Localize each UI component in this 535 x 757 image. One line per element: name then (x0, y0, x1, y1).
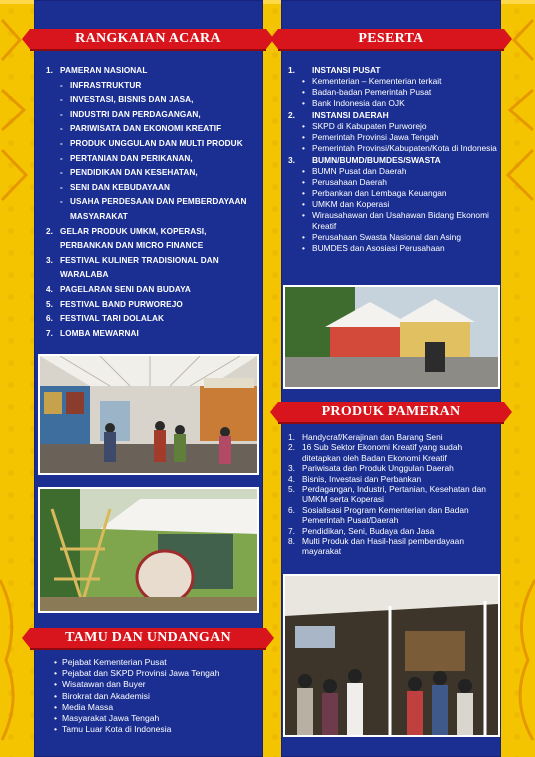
outdoor-tent-photo (38, 487, 259, 613)
produk-number: 2. (288, 442, 295, 453)
tamu-item (54, 713, 254, 724)
produk-label: Handycraf/Kerajinan dan Barang Seni (302, 432, 443, 442)
bullet-dot-icon: • (302, 188, 305, 198)
street-booths-photo (283, 285, 500, 389)
acara-subitem (46, 181, 256, 196)
bullet-dot-icon: • (54, 679, 58, 690)
bullet-dot-icon: • (302, 177, 305, 187)
acara-subitem (46, 152, 256, 167)
subitem-label: INFRASTRUKTUR (70, 80, 142, 90)
tamu-item-label: Wisatawan dan Buyer (62, 679, 146, 690)
rangkaian-acara-list (46, 64, 256, 341)
subitem-label: SENI DAN KEBUDAYAAN (70, 182, 171, 192)
tamu-item (54, 679, 254, 690)
bullet-dot-icon: • (54, 713, 58, 724)
acara-item (46, 312, 256, 327)
peserta-item (288, 177, 498, 188)
produk-pameran-banner: PRODUK PAMERAN (278, 402, 504, 422)
dash-icon: - (60, 168, 63, 178)
crowded-hall-photo (283, 574, 500, 737)
peserta-item-label: BUMDES dan Asosiasi Perusahaan (312, 243, 445, 253)
subitem-label: INDUSTRI DAN PERDAGANGAN, (70, 109, 201, 119)
tamu-item (54, 702, 254, 713)
produk-item (288, 484, 496, 505)
peserta-item-label: SKPD di Kabupaten Purworejo (312, 121, 427, 131)
subitem-label: PENDIDIKAN DAN KESEHATAN, (70, 168, 198, 178)
dash-icon: - (60, 197, 63, 207)
item-number: 1. (46, 66, 54, 75)
bullet-dot-icon: • (302, 76, 305, 86)
dash-icon: - (60, 153, 63, 163)
dash-icon: - (60, 124, 63, 134)
group-label: BUMN/BUMD/BUMDES/SWASTA (312, 155, 441, 165)
bullet-dot-icon: • (54, 668, 58, 679)
peserta-group-heading (288, 155, 498, 166)
peserta-item (288, 232, 498, 243)
bullet-dot-icon: • (302, 232, 305, 242)
tamu-undangan-list (54, 657, 254, 735)
produk-item (288, 442, 496, 463)
tamu-item (54, 668, 254, 679)
acara-subitem (46, 122, 256, 137)
group-label: INSTANSI PUSAT (312, 65, 381, 75)
item-number: 2. (46, 226, 54, 236)
bullet-dot-icon: • (302, 243, 305, 253)
produk-label: 16 Sub Sektor Ekonomi Kreatif yang sudah ditetapkan oleh Badan Ekonomi Kreatif (302, 442, 463, 463)
acara-item (46, 327, 256, 342)
produk-item (288, 505, 496, 526)
peserta-group-heading (288, 65, 498, 76)
bullet-dot-icon: • (302, 166, 305, 176)
acara-subitem (46, 93, 256, 108)
peserta-item (288, 121, 498, 132)
peserta-item-label: UMKM dan Koperasi (312, 199, 390, 209)
acara-item (46, 64, 256, 79)
group-number: 1. (288, 65, 295, 75)
peserta-group-heading (288, 110, 498, 121)
peserta-item-label: Kementerian – Kementerian terkait (312, 76, 442, 86)
item-number: 7. (46, 328, 54, 338)
bullet-dot-icon: • (302, 143, 305, 153)
produk-label: Multi Produk dan Hasil-hasil pemberdayaan mayarakat (302, 536, 464, 557)
acara-item (46, 283, 256, 298)
bullet-dot-icon: • (302, 132, 305, 142)
peserta-item (288, 188, 498, 199)
peserta-item-label: Perusahaan Swasta Nasional dan Asing (312, 232, 461, 242)
group-number: 2. (288, 110, 295, 120)
peserta-item (288, 210, 498, 232)
acara-subitem (46, 195, 256, 210)
produk-label: Bisnis, Investasi dan Perbankan (302, 473, 422, 484)
subitem-label: INVESTASI, BISNIS DAN JASA, (70, 95, 194, 105)
peserta-item (288, 143, 498, 154)
peserta-item (288, 166, 498, 177)
bullet-dot-icon: • (54, 690, 58, 701)
bullet-dot-icon: • (302, 98, 305, 108)
subitem-continuation: MASYARAKAT (70, 211, 128, 221)
tamu-item-label: Media Massa (62, 701, 114, 712)
produk-number: 3. (288, 463, 295, 474)
item-label: FESTIVAL KULINER TRADISIONAL DAN (60, 255, 219, 265)
peserta-banner: PESERTA (278, 29, 504, 49)
item-continuation: PERBANKAN DAN MICRO FINANCE (60, 241, 204, 251)
item-number: 5. (46, 299, 54, 309)
tamu-item (54, 691, 254, 702)
peserta-item-label: Badan-badan Pemerintah Pusat (312, 87, 432, 97)
item-label: FESTIVAL BAND PURWOREJO (60, 299, 183, 309)
item-continuation: WARALABA (60, 270, 109, 280)
produk-number: 6. (288, 504, 295, 515)
bullet-dot-icon: • (54, 724, 58, 735)
acara-subitem (46, 108, 256, 123)
item-number: 6. (46, 314, 54, 324)
produk-number: 7. (288, 525, 295, 536)
peserta-item (288, 199, 498, 210)
subitem-label: PERTANIAN DAN PERIKANAN, (70, 153, 193, 163)
produk-item (288, 463, 496, 473)
dash-icon: - (60, 182, 63, 192)
rangkaian-acara-banner: RANGKAIAN ACARA (30, 29, 266, 49)
peserta-item-label: Bank Indonesia dan OJK (312, 98, 405, 108)
acara-subitem (46, 166, 256, 181)
peserta-item (288, 132, 498, 143)
item-number: 4. (46, 284, 54, 294)
peserta-item-label: Pemerintah Provinsi/Kabupaten/Kota di Indonesia (312, 143, 497, 153)
produk-pameran-list (288, 432, 496, 557)
bullet-dot-icon: • (302, 87, 305, 97)
bullet-dot-icon: • (302, 199, 305, 209)
item-label: LOMBA MEWARNAI (60, 328, 139, 338)
acara-item (46, 298, 256, 313)
subitem-label: PRODUK UNGGULAN DAN MULTI PRODUK (70, 138, 243, 148)
item-label: FESTIVAL TARI DOLALAK (60, 314, 164, 324)
item-label: PAMERAN NASIONAL (60, 66, 148, 75)
peserta-item-label: BUMN Pusat dan Daerah (312, 166, 407, 176)
produk-number: 4. (288, 473, 295, 484)
bullet-dot-icon: • (302, 210, 305, 220)
group-number: 3. (288, 155, 295, 165)
produk-label: Pariwisata dan Produk Unggulan Daerah (302, 463, 454, 474)
peserta-item-label: Perusahaan Daerah (312, 177, 387, 187)
produk-item (288, 536, 496, 557)
acara-subitem (46, 79, 256, 94)
tamu-undangan-banner: TAMU DAN UNDANGAN (30, 628, 266, 648)
item-label: GELAR PRODUK UMKM, KOPERASI, (60, 226, 207, 236)
dash-icon: - (60, 95, 63, 105)
bullet-dot-icon: • (54, 657, 58, 667)
tamu-item-label: Masyarakat Jawa Tengah (62, 713, 160, 724)
bullet-dot-icon: • (302, 121, 305, 131)
acara-item (46, 225, 256, 240)
bullet-dot-icon: • (54, 701, 58, 712)
group-label: INSTANSI DAERAH (312, 110, 389, 120)
dash-icon: - (60, 80, 63, 90)
dash-icon: - (60, 109, 63, 119)
peserta-item (288, 98, 498, 109)
tamu-item-label: Birokrat dan Akademisi (62, 690, 150, 701)
tamu-item (54, 657, 254, 668)
peserta-item (288, 87, 498, 98)
tamu-item-label: Tamu Luar Kota di Indonesia (62, 724, 172, 735)
produk-number: 8. (288, 536, 295, 547)
produk-number: 5. (288, 484, 295, 495)
peserta-item (288, 243, 498, 254)
produk-label: Pendidikan, Seni, Budaya dan Jasa (302, 525, 435, 536)
subitem-label: PARIWISATA DAN EKONOMI KREATIF (70, 124, 222, 134)
tamu-item-label: Pejabat Kementerian Pusat (62, 657, 167, 667)
produk-label: Sosialisasi Program Kementerian dan Badan Pemerintah Pusat/Daerah (302, 504, 469, 526)
peserta-item-label: Perbankan dan Lembaga Keuangan (312, 188, 447, 198)
tamu-item (54, 724, 254, 735)
peserta-item-label: Pemerintah Provinsi Jawa Tengah (312, 132, 439, 142)
produk-item (288, 526, 496, 536)
tamu-item-label: Pejabat dan SKPD Provinsi Jawa Tengah (62, 668, 220, 679)
exhibition-hall-photo (38, 354, 259, 475)
produk-item (288, 474, 496, 484)
produk-number: 1. (288, 432, 295, 442)
acara-subitem (46, 137, 256, 152)
produk-item (288, 432, 496, 442)
item-label: PAGELARAN SENI DAN BUDAYA (60, 284, 191, 294)
dash-icon: - (60, 138, 63, 148)
subitem-label: USAHA PERDESAAN DAN PEMBERDAYAAN (70, 197, 247, 207)
item-number: 3. (46, 255, 54, 265)
produk-label: Perdagangan, Industri, Pertanian, Kesehatan dan UMKM serta Koperasi (302, 484, 486, 505)
peserta-item (288, 76, 498, 87)
peserta-list (288, 64, 498, 254)
peserta-item-label: Wirausahawan dan Usahawan Bidang Ekonomi Kreatif (312, 210, 489, 231)
acara-item (46, 254, 256, 269)
